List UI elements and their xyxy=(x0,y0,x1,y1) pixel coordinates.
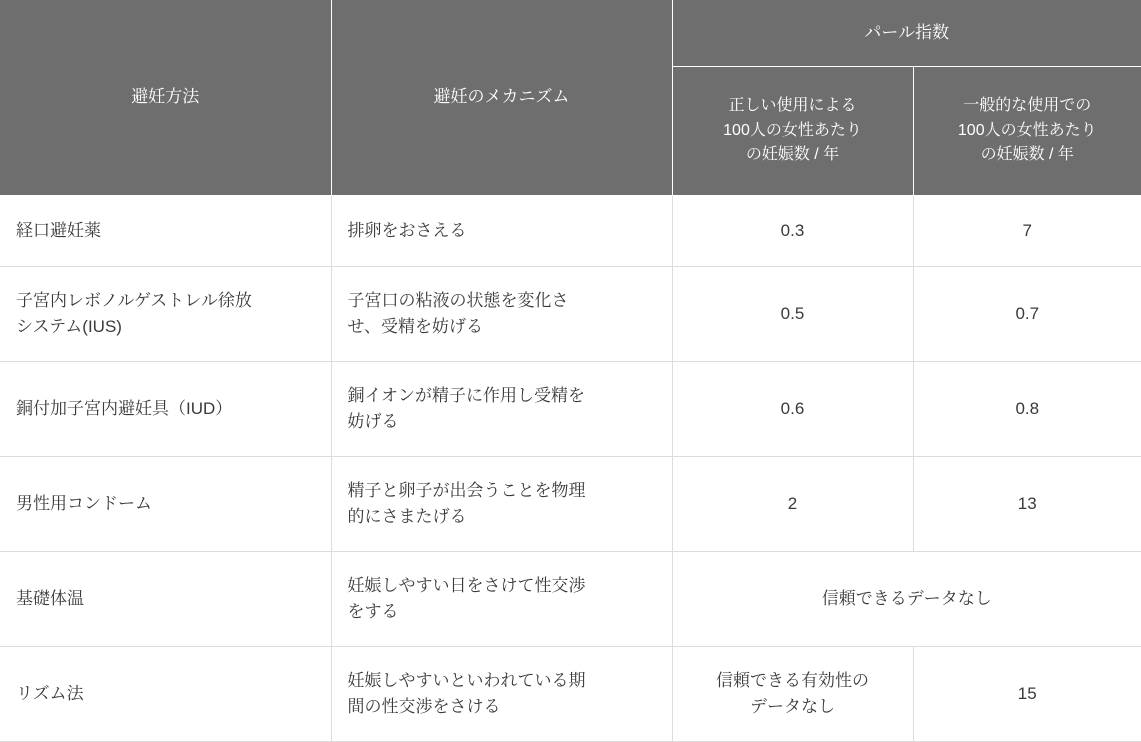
cell-method: 子宮内レボノルゲストレル徐放 システム(IUS) xyxy=(0,267,331,362)
cell-mechanism: 銅イオンが精子に作用し受精を 妨げる xyxy=(331,362,672,457)
cell-perfect-use: 0.3 xyxy=(672,196,913,267)
cell-mechanism: 妊娠しやすい日をさけて性交渉 をする xyxy=(331,552,672,647)
table-row xyxy=(0,552,1141,647)
cell-method: 男性用コンドーム xyxy=(0,457,331,552)
table-row xyxy=(0,196,1141,267)
cell-typical-use: 13 xyxy=(913,457,1141,552)
table-row xyxy=(0,267,1141,362)
table-row xyxy=(0,457,1141,552)
cell-method: リズム法 xyxy=(0,647,331,742)
cell-perfect-use: 0.5 xyxy=(672,267,913,362)
column-header-mechanism: 避妊のメカニズム xyxy=(331,0,672,196)
table-header-row-top xyxy=(0,0,1141,67)
cell-method: 銅付加子宮内避妊具（IUD） xyxy=(0,362,331,457)
table-row xyxy=(0,362,1141,457)
cell-typical-use: 15 xyxy=(913,647,1141,742)
cell-method: 経口避妊薬 xyxy=(0,196,331,267)
cell-typical-use: 7 xyxy=(913,196,1141,267)
column-header-method: 避妊方法 xyxy=(0,0,331,196)
cell-perfect-use: 信頼できる有効性の データなし xyxy=(672,647,913,742)
cell-no-reliable-data: 信頼できるデータなし xyxy=(672,552,1141,647)
cell-mechanism: 子宮口の粘液の状態を変化さ せ、受精を妨げる xyxy=(331,267,672,362)
cell-perfect-use: 0.6 xyxy=(672,362,913,457)
cell-mechanism: 精子と卵子が出会うことを物理 的にさまたげる xyxy=(331,457,672,552)
cell-method: 基礎体温 xyxy=(0,552,331,647)
column-header-perfect-use: 正しい使用による 100人の女性あたり の妊娠数 / 年 xyxy=(672,67,913,196)
column-header-typical-use: 一般的な使用での 100人の女性あたり の妊娠数 / 年 xyxy=(913,67,1141,196)
column-header-pearl-index: パール指数 xyxy=(672,0,1141,67)
table-row xyxy=(0,647,1141,742)
cell-mechanism: 妊娠しやすいといわれている期 間の性交渉をさける xyxy=(331,647,672,742)
cell-perfect-use: 2 xyxy=(672,457,913,552)
cell-typical-use: 0.8 xyxy=(913,362,1141,457)
cell-typical-use: 0.7 xyxy=(913,267,1141,362)
table-body xyxy=(0,196,1141,742)
cell-mechanism: 排卵をおさえる xyxy=(331,196,672,267)
table-header xyxy=(0,0,1141,196)
